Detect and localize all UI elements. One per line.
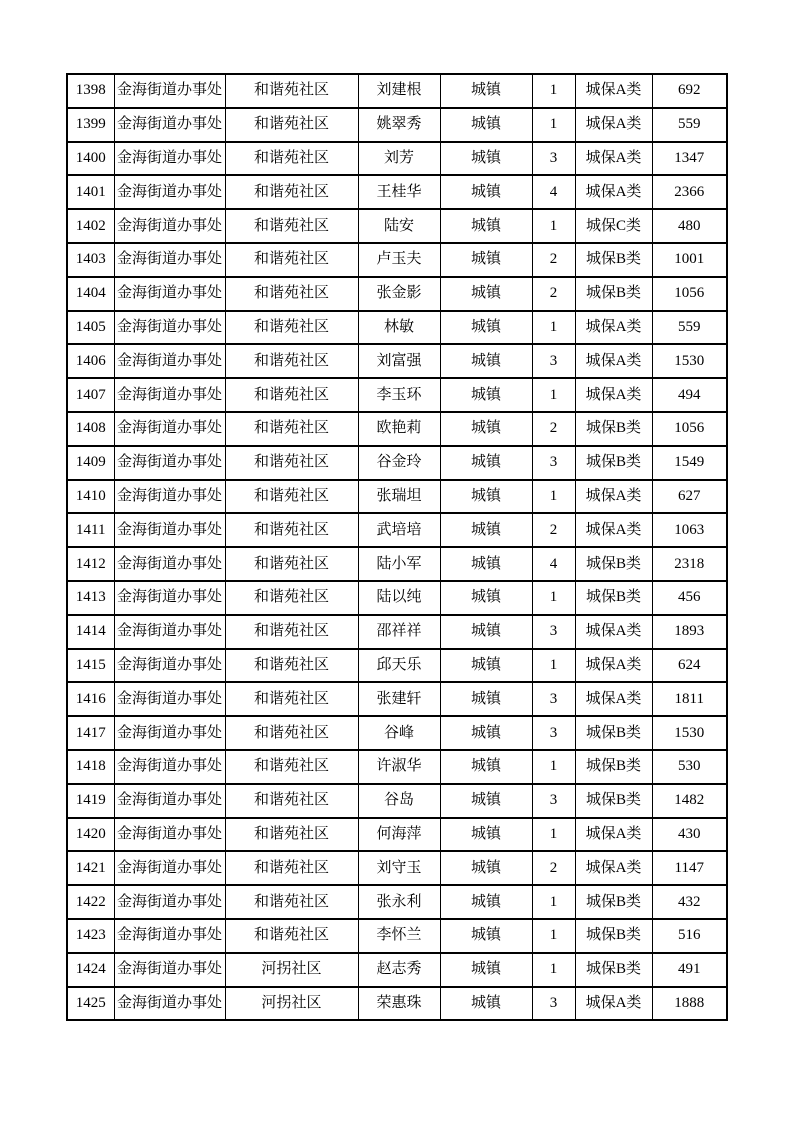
cell-amount: 516 — [652, 919, 727, 953]
cell-serial: 1399 — [67, 108, 114, 142]
cell-name: 谷金玲 — [358, 446, 440, 480]
cell-person-count: 3 — [532, 615, 575, 649]
cell-residence-type: 城镇 — [440, 311, 532, 345]
cell-office: 金海街道办事处 — [114, 243, 225, 277]
cell-residence-type: 城镇 — [440, 581, 532, 615]
cell-name: 何海萍 — [358, 818, 440, 852]
cell-person-count: 3 — [532, 784, 575, 818]
cell-amount: 624 — [652, 649, 727, 683]
cell-community: 和谐苑社区 — [225, 378, 358, 412]
cell-name: 李怀兰 — [358, 919, 440, 953]
cell-office: 金海街道办事处 — [114, 615, 225, 649]
cell-name: 刘芳 — [358, 142, 440, 176]
cell-insurance-category: 城保A类 — [575, 175, 652, 209]
cell-insurance-category: 城保A类 — [575, 851, 652, 885]
cell-person-count: 3 — [532, 716, 575, 750]
cell-insurance-category: 城保A类 — [575, 142, 652, 176]
cell-person-count: 3 — [532, 987, 575, 1021]
cell-name: 邵祥祥 — [358, 615, 440, 649]
cell-office: 金海街道办事处 — [114, 277, 225, 311]
cell-office: 金海街道办事处 — [114, 547, 225, 581]
cell-person-count: 1 — [532, 108, 575, 142]
cell-amount: 1530 — [652, 344, 727, 378]
table-row — [67, 277, 727, 311]
cell-insurance-category: 城保B类 — [575, 243, 652, 277]
cell-insurance-category: 城保B类 — [575, 277, 652, 311]
cell-person-count: 2 — [532, 513, 575, 547]
cell-serial: 1406 — [67, 344, 114, 378]
cell-person-count: 1 — [532, 378, 575, 412]
cell-community: 和谐苑社区 — [225, 784, 358, 818]
cell-name: 刘守玉 — [358, 851, 440, 885]
cell-name: 张瑞坦 — [358, 480, 440, 514]
cell-person-count: 4 — [532, 547, 575, 581]
cell-office: 金海街道办事处 — [114, 987, 225, 1021]
cell-serial: 1414 — [67, 615, 114, 649]
cell-residence-type: 城镇 — [440, 919, 532, 953]
cell-person-count: 1 — [532, 581, 575, 615]
cell-name: 陆以纯 — [358, 581, 440, 615]
table-row — [67, 885, 727, 919]
cell-office: 金海街道办事处 — [114, 513, 225, 547]
table-row — [67, 74, 727, 108]
table-row — [67, 311, 727, 345]
cell-amount: 1482 — [652, 784, 727, 818]
cell-community: 和谐苑社区 — [225, 446, 358, 480]
cell-community: 和谐苑社区 — [225, 344, 358, 378]
cell-community: 和谐苑社区 — [225, 311, 358, 345]
cell-office: 金海街道办事处 — [114, 175, 225, 209]
cell-name: 赵志秀 — [358, 953, 440, 987]
cell-office: 金海街道办事处 — [114, 649, 225, 683]
cell-serial: 1413 — [67, 581, 114, 615]
cell-amount: 1888 — [652, 987, 727, 1021]
cell-amount: 432 — [652, 885, 727, 919]
cell-office: 金海街道办事处 — [114, 784, 225, 818]
cell-insurance-category: 城保A类 — [575, 615, 652, 649]
cell-insurance-category: 城保A类 — [575, 378, 652, 412]
cell-amount: 1063 — [652, 513, 727, 547]
cell-serial: 1409 — [67, 446, 114, 480]
cell-community: 和谐苑社区 — [225, 480, 358, 514]
cell-residence-type: 城镇 — [440, 209, 532, 243]
cell-person-count: 2 — [532, 851, 575, 885]
cell-serial: 1407 — [67, 378, 114, 412]
cell-name: 刘建根 — [358, 74, 440, 108]
cell-residence-type: 城镇 — [440, 682, 532, 716]
cell-serial: 1410 — [67, 480, 114, 514]
table-row — [67, 480, 727, 514]
cell-office: 金海街道办事处 — [114, 378, 225, 412]
cell-name: 谷岛 — [358, 784, 440, 818]
cell-residence-type: 城镇 — [440, 344, 532, 378]
cell-residence-type: 城镇 — [440, 818, 532, 852]
cell-community: 和谐苑社区 — [225, 615, 358, 649]
cell-insurance-category: 城保A类 — [575, 649, 652, 683]
cell-community: 和谐苑社区 — [225, 885, 358, 919]
cell-residence-type: 城镇 — [440, 615, 532, 649]
cell-amount: 1811 — [652, 682, 727, 716]
cell-amount: 456 — [652, 581, 727, 615]
cell-insurance-category: 城保C类 — [575, 209, 652, 243]
cell-amount: 1549 — [652, 446, 727, 480]
table-row — [67, 581, 727, 615]
cell-serial: 1401 — [67, 175, 114, 209]
cell-office: 金海街道办事处 — [114, 412, 225, 446]
cell-community: 和谐苑社区 — [225, 581, 358, 615]
table-row — [67, 818, 727, 852]
cell-person-count: 1 — [532, 885, 575, 919]
cell-amount: 494 — [652, 378, 727, 412]
cell-residence-type: 城镇 — [440, 649, 532, 683]
cell-community: 和谐苑社区 — [225, 277, 358, 311]
cell-community: 河拐社区 — [225, 987, 358, 1021]
cell-amount: 491 — [652, 953, 727, 987]
cell-community: 和谐苑社区 — [225, 919, 358, 953]
table-row — [67, 412, 727, 446]
cell-name: 谷峰 — [358, 716, 440, 750]
cell-name: 陆安 — [358, 209, 440, 243]
table-row — [67, 344, 727, 378]
cell-community: 和谐苑社区 — [225, 412, 358, 446]
cell-office: 金海街道办事处 — [114, 682, 225, 716]
cell-community: 和谐苑社区 — [225, 682, 358, 716]
cell-serial: 1425 — [67, 987, 114, 1021]
table-row — [67, 175, 727, 209]
cell-serial: 1402 — [67, 209, 114, 243]
cell-office: 金海街道办事处 — [114, 480, 225, 514]
beneficiary-table — [66, 73, 728, 1021]
cell-insurance-category: 城保A类 — [575, 818, 652, 852]
cell-serial: 1424 — [67, 953, 114, 987]
cell-name: 张建轩 — [358, 682, 440, 716]
cell-insurance-category: 城保B类 — [575, 885, 652, 919]
cell-person-count: 3 — [532, 142, 575, 176]
cell-insurance-category: 城保A类 — [575, 74, 652, 108]
cell-residence-type: 城镇 — [440, 513, 532, 547]
cell-name: 荣惠珠 — [358, 987, 440, 1021]
cell-name: 林敏 — [358, 311, 440, 345]
cell-name: 姚翠秀 — [358, 108, 440, 142]
cell-person-count: 3 — [532, 446, 575, 480]
cell-office: 金海街道办事处 — [114, 108, 225, 142]
table-row — [67, 209, 727, 243]
cell-community: 和谐苑社区 — [225, 243, 358, 277]
cell-person-count: 1 — [532, 480, 575, 514]
cell-amount: 1147 — [652, 851, 727, 885]
cell-name: 张金影 — [358, 277, 440, 311]
cell-insurance-category: 城保A类 — [575, 682, 652, 716]
cell-community: 和谐苑社区 — [225, 142, 358, 176]
cell-residence-type: 城镇 — [440, 175, 532, 209]
cell-serial: 1420 — [67, 818, 114, 852]
cell-residence-type: 城镇 — [440, 277, 532, 311]
table-row — [67, 615, 727, 649]
cell-amount: 1001 — [652, 243, 727, 277]
cell-person-count: 1 — [532, 750, 575, 784]
table-row — [67, 919, 727, 953]
cell-insurance-category: 城保B类 — [575, 919, 652, 953]
cell-person-count: 1 — [532, 953, 575, 987]
cell-serial: 1400 — [67, 142, 114, 176]
cell-community: 和谐苑社区 — [225, 547, 358, 581]
cell-person-count: 2 — [532, 243, 575, 277]
cell-serial: 1405 — [67, 311, 114, 345]
cell-community: 和谐苑社区 — [225, 175, 358, 209]
cell-office: 金海街道办事处 — [114, 953, 225, 987]
cell-office: 金海街道办事处 — [114, 446, 225, 480]
cell-community: 和谐苑社区 — [225, 74, 358, 108]
cell-serial: 1415 — [67, 649, 114, 683]
cell-serial: 1411 — [67, 513, 114, 547]
cell-community: 和谐苑社区 — [225, 649, 358, 683]
cell-community: 和谐苑社区 — [225, 851, 358, 885]
cell-amount: 559 — [652, 311, 727, 345]
cell-serial: 1403 — [67, 243, 114, 277]
cell-person-count: 1 — [532, 74, 575, 108]
cell-person-count: 1 — [532, 311, 575, 345]
cell-person-count: 3 — [532, 344, 575, 378]
table-row — [67, 446, 727, 480]
cell-residence-type: 城镇 — [440, 784, 532, 818]
cell-amount: 1347 — [652, 142, 727, 176]
cell-community: 和谐苑社区 — [225, 818, 358, 852]
cell-person-count: 1 — [532, 818, 575, 852]
cell-insurance-category: 城保A类 — [575, 108, 652, 142]
cell-office: 金海街道办事处 — [114, 209, 225, 243]
cell-insurance-category: 城保B类 — [575, 750, 652, 784]
cell-insurance-category: 城保A类 — [575, 987, 652, 1021]
cell-office: 金海街道办事处 — [114, 716, 225, 750]
table-body — [67, 74, 727, 1020]
cell-office: 金海街道办事处 — [114, 885, 225, 919]
cell-serial: 1416 — [67, 682, 114, 716]
cell-serial: 1418 — [67, 750, 114, 784]
cell-insurance-category: 城保B类 — [575, 412, 652, 446]
cell-serial: 1423 — [67, 919, 114, 953]
cell-amount: 2318 — [652, 547, 727, 581]
table-row — [67, 547, 727, 581]
cell-office: 金海街道办事处 — [114, 311, 225, 345]
cell-amount: 692 — [652, 74, 727, 108]
cell-person-count: 1 — [532, 649, 575, 683]
table-row — [67, 108, 727, 142]
cell-insurance-category: 城保B类 — [575, 581, 652, 615]
cell-person-count: 4 — [532, 175, 575, 209]
cell-residence-type: 城镇 — [440, 108, 532, 142]
cell-amount: 1056 — [652, 277, 727, 311]
cell-amount: 627 — [652, 480, 727, 514]
cell-insurance-category: 城保B类 — [575, 784, 652, 818]
cell-community: 和谐苑社区 — [225, 108, 358, 142]
cell-serial: 1421 — [67, 851, 114, 885]
cell-office: 金海街道办事处 — [114, 851, 225, 885]
cell-residence-type: 城镇 — [440, 412, 532, 446]
cell-person-count: 1 — [532, 209, 575, 243]
table-row — [67, 243, 727, 277]
table-row — [67, 750, 727, 784]
cell-insurance-category: 城保B类 — [575, 547, 652, 581]
cell-name: 李玉环 — [358, 378, 440, 412]
table-row — [67, 953, 727, 987]
table-row — [67, 682, 727, 716]
cell-insurance-category: 城保A类 — [575, 513, 652, 547]
cell-person-count: 3 — [532, 682, 575, 716]
cell-community: 河拐社区 — [225, 953, 358, 987]
cell-office: 金海街道办事处 — [114, 142, 225, 176]
cell-insurance-category: 城保B类 — [575, 446, 652, 480]
cell-community: 和谐苑社区 — [225, 750, 358, 784]
cell-name: 王桂华 — [358, 175, 440, 209]
cell-residence-type: 城镇 — [440, 243, 532, 277]
cell-office: 金海街道办事处 — [114, 919, 225, 953]
table-row — [67, 649, 727, 683]
cell-office: 金海街道办事处 — [114, 818, 225, 852]
cell-serial: 1412 — [67, 547, 114, 581]
table-row — [67, 142, 727, 176]
table-row — [67, 378, 727, 412]
cell-office: 金海街道办事处 — [114, 74, 225, 108]
table-row — [67, 784, 727, 818]
cell-insurance-category: 城保B类 — [575, 716, 652, 750]
cell-serial: 1417 — [67, 716, 114, 750]
cell-residence-type: 城镇 — [440, 750, 532, 784]
cell-insurance-category: 城保A类 — [575, 480, 652, 514]
cell-name: 陆小军 — [358, 547, 440, 581]
cell-name: 欧艳莉 — [358, 412, 440, 446]
cell-name: 邱天乐 — [358, 649, 440, 683]
table-row — [67, 987, 727, 1021]
cell-residence-type: 城镇 — [440, 885, 532, 919]
cell-residence-type: 城镇 — [440, 953, 532, 987]
cell-residence-type: 城镇 — [440, 851, 532, 885]
cell-residence-type: 城镇 — [440, 142, 532, 176]
cell-amount: 480 — [652, 209, 727, 243]
cell-amount: 1056 — [652, 412, 727, 446]
cell-community: 和谐苑社区 — [225, 716, 358, 750]
cell-insurance-category: 城保B类 — [575, 953, 652, 987]
cell-insurance-category: 城保A类 — [575, 311, 652, 345]
cell-serial: 1422 — [67, 885, 114, 919]
table-row — [67, 851, 727, 885]
cell-amount: 530 — [652, 750, 727, 784]
cell-name: 刘富强 — [358, 344, 440, 378]
cell-serial: 1404 — [67, 277, 114, 311]
cell-serial: 1419 — [67, 784, 114, 818]
cell-name: 张永利 — [358, 885, 440, 919]
cell-community: 和谐苑社区 — [225, 513, 358, 547]
cell-residence-type: 城镇 — [440, 716, 532, 750]
table-row — [67, 716, 727, 750]
cell-person-count: 1 — [532, 919, 575, 953]
cell-name: 许淑华 — [358, 750, 440, 784]
cell-serial: 1398 — [67, 74, 114, 108]
cell-amount: 2366 — [652, 175, 727, 209]
cell-person-count: 2 — [532, 277, 575, 311]
cell-person-count: 2 — [532, 412, 575, 446]
cell-office: 金海街道办事处 — [114, 344, 225, 378]
cell-community: 和谐苑社区 — [225, 209, 358, 243]
cell-amount: 1530 — [652, 716, 727, 750]
cell-residence-type: 城镇 — [440, 987, 532, 1021]
cell-serial: 1408 — [67, 412, 114, 446]
cell-residence-type: 城镇 — [440, 480, 532, 514]
cell-amount: 430 — [652, 818, 727, 852]
cell-residence-type: 城镇 — [440, 378, 532, 412]
cell-amount: 1893 — [652, 615, 727, 649]
cell-insurance-category: 城保A类 — [575, 344, 652, 378]
cell-residence-type: 城镇 — [440, 547, 532, 581]
cell-office: 金海街道办事处 — [114, 750, 225, 784]
cell-amount: 559 — [652, 108, 727, 142]
cell-residence-type: 城镇 — [440, 446, 532, 480]
table-row — [67, 513, 727, 547]
cell-residence-type: 城镇 — [440, 74, 532, 108]
cell-name: 武培培 — [358, 513, 440, 547]
cell-office: 金海街道办事处 — [114, 581, 225, 615]
cell-name: 卢玉夫 — [358, 243, 440, 277]
